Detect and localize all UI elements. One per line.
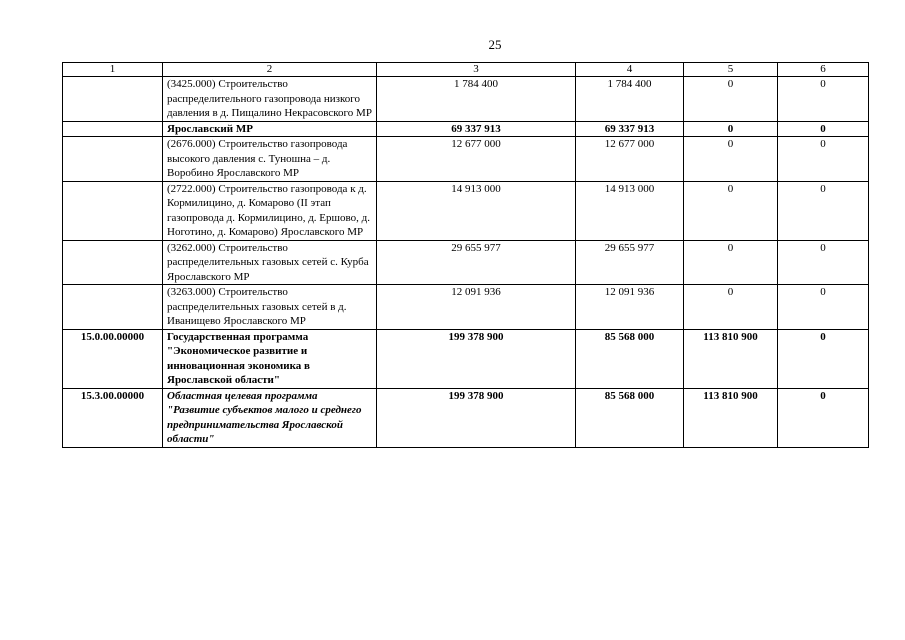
row-code: 15.3.00.00000 <box>63 388 163 447</box>
row-value-4: 12 677 000 <box>576 137 684 182</box>
row-name: (2676.000) Строительство газопровода высокого давления с. Туношна – д. Воробино Ярославского МР <box>163 137 377 182</box>
row-value-3: 12 677 000 <box>377 137 576 182</box>
row-name: Государственная программа "Экономическое развитие и инновационная экономика в Ярославской области" <box>163 329 377 388</box>
row-value-5: 0 <box>684 137 778 182</box>
row-code: 15.0.00.00000 <box>63 329 163 388</box>
row-value-5: 113 810 900 <box>684 388 778 447</box>
row-value-6: 0 <box>778 240 869 285</box>
table-row <box>63 285 869 330</box>
column-header: 5 <box>684 63 778 77</box>
table-row <box>63 181 869 240</box>
row-value-6: 0 <box>778 137 869 182</box>
row-code <box>63 285 163 330</box>
row-value-5: 0 <box>684 285 778 330</box>
row-value-6: 0 <box>778 77 869 122</box>
row-name: (3262.000) Строительство распределительных газовых сетей с. Курба Ярославского МР <box>163 240 377 285</box>
row-name: (3425.000) Строительство распределительного газопровода низкого давления в д. Пищалино Некрасовского МР <box>163 77 377 122</box>
column-header: 2 <box>163 63 377 77</box>
column-header: 3 <box>377 63 576 77</box>
row-value-5: 0 <box>684 121 778 137</box>
header-row <box>63 63 869 77</box>
row-code <box>63 121 163 137</box>
row-value-6: 0 <box>778 285 869 330</box>
row-value-3: 14 913 000 <box>377 181 576 240</box>
row-name: Областная целевая программа "Развитие субъектов малого и среднего предпринимательства Ярославской области" <box>163 388 377 447</box>
table-row <box>63 121 869 137</box>
row-value-5: 113 810 900 <box>684 329 778 388</box>
row-value-6: 0 <box>778 121 869 137</box>
row-value-4: 14 913 000 <box>576 181 684 240</box>
row-name: (2722.000) Строительство газопровода к д. Кормилицино, д. Комарово (II этап газопровода д. Кормилицино, д. Ершово, д. Ноготино, д. Комарово) Ярославского МР <box>163 181 377 240</box>
row-name: Ярославский МР <box>163 121 377 137</box>
row-value-5: 0 <box>684 181 778 240</box>
row-value-3: 12 091 936 <box>377 285 576 330</box>
row-value-3: 1 784 400 <box>377 77 576 122</box>
row-value-3: 29 655 977 <box>377 240 576 285</box>
page-number: 25 <box>488 37 502 52</box>
row-value-6: 0 <box>778 329 869 388</box>
row-name: (3263.000) Строительство распределительных газовых сетей в д. Иванищево Ярославского МР <box>163 285 377 330</box>
row-value-3: 199 378 900 <box>377 388 576 447</box>
row-value-5: 0 <box>684 240 778 285</box>
table-row <box>63 329 869 388</box>
row-value-4: 69 337 913 <box>576 121 684 137</box>
row-value-6: 0 <box>778 388 869 447</box>
row-value-4: 12 091 936 <box>576 285 684 330</box>
row-value-4: 29 655 977 <box>576 240 684 285</box>
row-value-6: 0 <box>778 181 869 240</box>
row-code <box>63 240 163 285</box>
row-value-4: 85 568 000 <box>576 329 684 388</box>
row-value-3: 69 337 913 <box>377 121 576 137</box>
row-value-4: 85 568 000 <box>576 388 684 447</box>
table-row <box>63 137 869 182</box>
column-header: 4 <box>576 63 684 77</box>
column-header: 1 <box>63 63 163 77</box>
table-row <box>63 240 869 285</box>
row-code <box>63 137 163 182</box>
row-code <box>63 181 163 240</box>
row-value-4: 1 784 400 <box>576 77 684 122</box>
column-header: 6 <box>778 63 869 77</box>
row-code <box>63 77 163 122</box>
row-value-5: 0 <box>684 77 778 122</box>
table-row <box>63 388 869 447</box>
table-row <box>63 77 869 122</box>
row-value-3: 199 378 900 <box>377 329 576 388</box>
budget-table <box>62 62 869 448</box>
